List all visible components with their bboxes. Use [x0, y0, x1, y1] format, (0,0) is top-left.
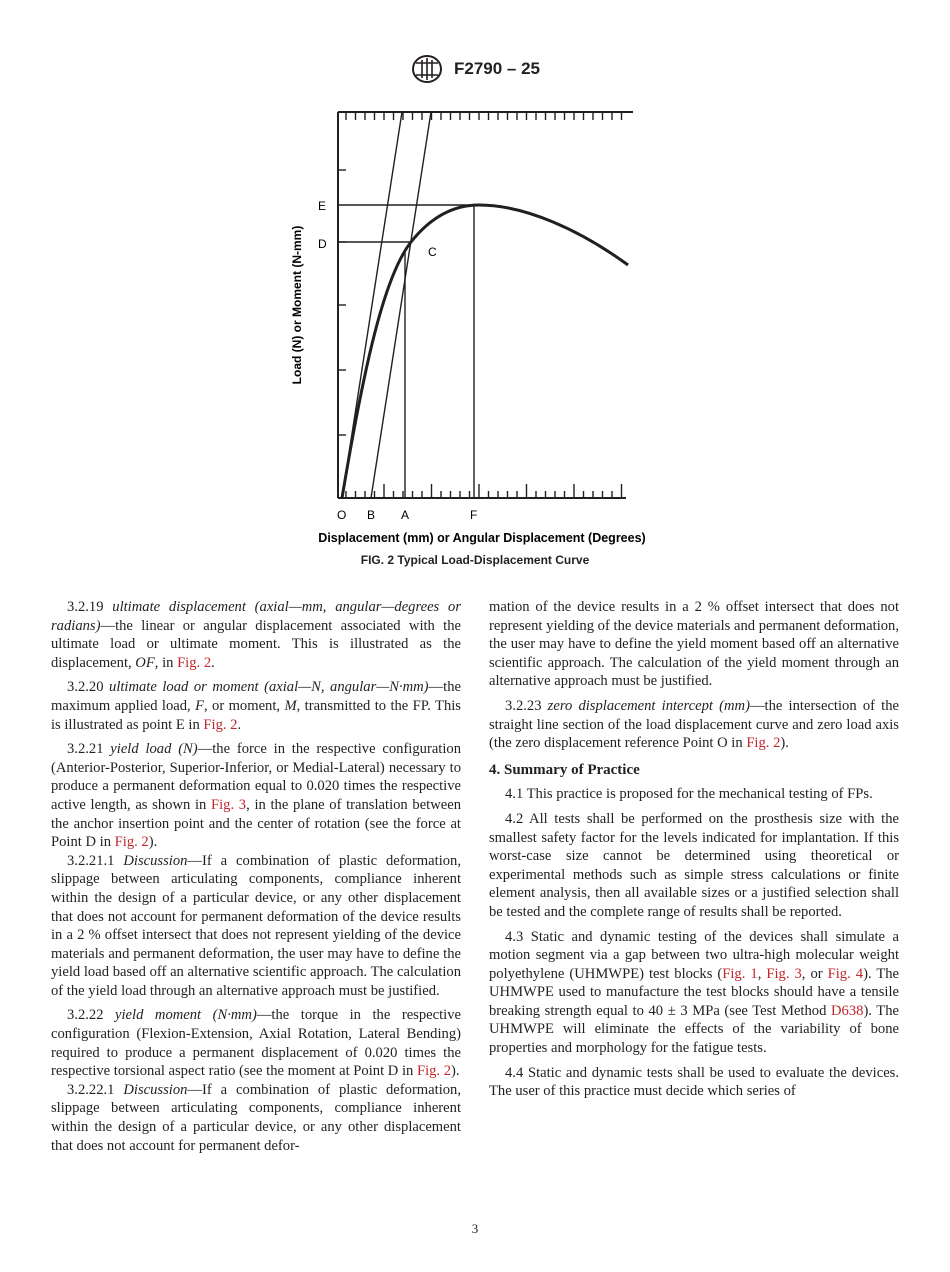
figure-caption: FIG. 2 Typical Load-Displacement Curve	[360, 553, 590, 567]
page-header	[0, 54, 950, 84]
para-3-2-22: 3.2.22 yield moment (N·mm)—the torque in the respective configuration (Flexion-Extension, Axial Rotation, Lateral Bending) required to produce a permanent displacement of 0.020 times the respective torsional aspect ratio (see the moment at Point D in Fig. 2).	[51, 1007, 461, 1080]
left-axis-ticks	[338, 170, 346, 435]
para-3-2-19: 3.2.19 ultimate displacement (axial—mm, angular—degrees or radians)—the linear or angular displacement associated with the ultimate load or ultimate moment. This is illustrated as the displacement, OF, in Fig. 2.	[51, 599, 461, 671]
bottom-axis-ticks	[346, 484, 622, 498]
y-axis-label: Load (N) or Moment (N-mm)	[290, 225, 304, 385]
para-4-3: 4.3 Static and dynamic testing of the devices shall simulate a motion segment via a gap between two ultra-high molecular weight polyethylene (UHMWPE) test blocks (Fig. 1, Fig. 3, or Fig. 4). The UHMWPE used to manufacture the test blocks should have a tensile breaking strength equal to 40 ± 3 MPa (see Test Method D638). The UHMWPE will eliminate the effects of the variability of bone properties and morphology for the fatigue tests.	[489, 928, 900, 1057]
fig-2-link[interactable]: Fig. 2	[114, 834, 149, 851]
para-3-2-20: 3.2.20 ultimate load or moment (axial—N, angular—N·mm)—the maximum applied load, F, or moment, M, transmitted to the FP. This is illustrated as point E in Fig. 2.	[51, 679, 461, 733]
fig-2-link[interactable]: Fig. 2	[746, 735, 781, 752]
right-column	[489, 598, 899, 1107]
label-f: F	[470, 508, 478, 522]
fig-3-link[interactable]: Fig. 3	[766, 965, 802, 982]
label-c: C	[428, 245, 437, 259]
top-axis-ticks	[346, 112, 622, 120]
load-displacement-curve	[342, 205, 628, 498]
label-e: E	[318, 199, 327, 213]
para-3-2-23: 3.2.23 zero displacement intercept (mm)—the intersection of the straight line section of the load displacement curve and zero load axis (the zero displacement reference Point O in Fig. 2).	[489, 697, 899, 752]
offset-line	[371, 112, 431, 498]
para-3-2-21: 3.2.21 yield load (N)—the force in the respective configuration (Anterior-Posterior, Superior-Inferior, or Medial-Lateral) necessary to produce a permanent deformation equal to 0.020 times the respective active length, as shown in Fig. 3, in the plane of translation between the anchor insertion point and the center of rotation (see the force at Point D in Fig. 2).	[51, 741, 462, 851]
d638-link[interactable]: D638	[831, 1002, 864, 1019]
label-d: D	[318, 237, 327, 251]
fig-2-link[interactable]: Fig. 2	[203, 716, 238, 733]
fig-3-link[interactable]: Fig. 3	[211, 796, 247, 813]
load-displacement-figure	[280, 100, 680, 550]
label-a: A	[401, 508, 410, 522]
x-axis-label: Displacement (mm) or Angular Displacement (Degrees)	[318, 531, 646, 545]
page-number: 3	[471, 1221, 479, 1236]
fig-4-link[interactable]: Fig. 4	[827, 965, 864, 982]
label-o: O	[337, 508, 347, 522]
label-b: B	[367, 508, 376, 522]
document-number: F2790 – 25	[453, 59, 540, 78]
astm-logo-icon	[410, 54, 444, 84]
fig-2-link[interactable]: Fig. 2	[177, 654, 212, 671]
para-4-1: 4.1 This practice is proposed for the mechanical testing of FPs.	[505, 786, 873, 803]
para-continued: mation of the device results in a 2 % offset intersect that does not represent yielding of the device materials and permanent deformation, the user may have to define the yield moment based off an alternative scientific approach. The calculation of the yield moment through an alternative approach must be justified.	[489, 599, 899, 690]
left-column	[51, 598, 461, 1161]
para-3-2-22-1: 3.2.22.1 Discussion—If a combination of plastic deformation, slippage between articulating components, compliance inherent within the design of a particular device, or any other displacement that does not account for permanent defor-	[51, 1081, 461, 1154]
fig-1-link[interactable]: Fig. 1	[722, 965, 758, 982]
para-4-2: 4.2 All tests shall be performed on the prosthesis size with the smallest safety factor for the levels indicated for implantation. If this worst-case size cannot be determined using theoretical or experimental methods such as simple stress calculations or finite element analysis, then all available sizes or a justified selection shall be tested and the complete range of results shall be reported.	[489, 810, 899, 920]
fig-2-link[interactable]: Fig. 2	[416, 1063, 452, 1080]
para-4-4: 4.4 Static and dynamic tests shall be used to evaluate the devices. The user of this practice must decide which series of	[489, 1064, 899, 1100]
para-3-2-21-1: 3.2.21.1 Discussion—If a combination of plastic deformation, slippage between articulating components, compliance inherent within the design of a particular device, or any other displacement that does not account for permanent deformation of the device results in a 2 % offset intersect that does not represent yielding of the device materials and permanent deformation, the user may have to define the yield load based off an alternative scientific approach. The calculation of the yield load through an alternative approach must be justified.	[51, 852, 461, 999]
load-displacement-diagram	[280, 100, 680, 550]
section-heading: 4. Summary of Practice	[489, 761, 640, 778]
